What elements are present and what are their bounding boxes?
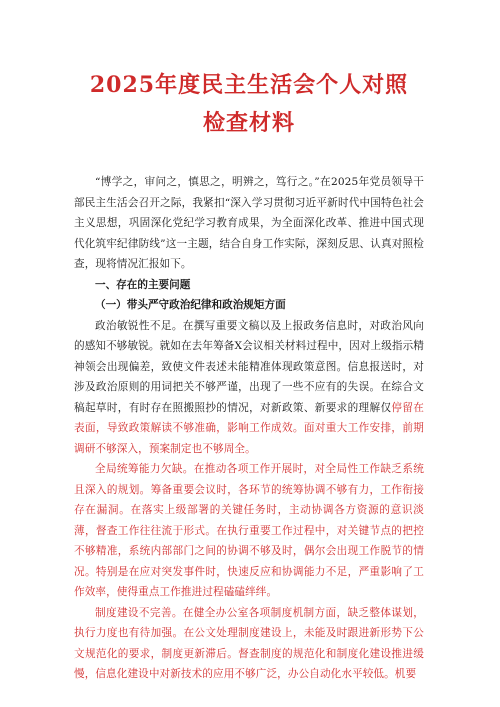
intro-paragraph: “博学之，审问之，慎思之，明辨之，笃行之。”在2025年党员领导干部民主生活会召开之际，我紧扣“深入学习贯彻习近平新时代中国特色社会主义思想，巩固深化党纪学习教育成果，为全面深化改革、推进中国式现代化筑牢纪律防线”这一主题，结合自身工作实际，深刻反思、认真对照检查，现将情况汇报如下。 bbox=[74, 176, 424, 270]
document-title-line1: 2025年度民主生活会个人对照 bbox=[89, 72, 409, 98]
paragraph-black-text: 政治敏锐性不足。在撰写重要文稿以及上报政务信息时，对政治风向的感知不够敏锐。就如在去年筹备X会议相关材料过程中，因对上级指示精神领会出现偏差，致使文件表述未能精准体现政策意图。信息报送时，对涉及政治原则的用词把关不够严谨，出现了一些不应有的失误。在综合文稿起草时，有时存在照搬照抄的情况，对新政策、新要求的理解仅 bbox=[74, 319, 424, 414]
subsection-heading: （一）带头严守政治纪律和政治规矩方面 bbox=[95, 299, 286, 311]
document-title-line2: 检查材料 bbox=[202, 110, 295, 136]
paragraph-overall-coordination: 全局统筹能力欠缺。在推动各项工作开展时，对全局性工作缺乏系统且深入的规划。筹备重要会议时，各环节的统筹协调不够有力，工作衔接存在漏洞。在落实上级部署的关键任务时，主动协调各方资源的意识淡薄，督查工作往往流于形式。在执行重要工作过程中，对关键节点的把控不够精准，系统内部部门之间的协调不够及时，偶尔会出现工作脱节的情况。特别是在应对突发事件时，快速反应和协调能力不足，严重影响了工作效率，使得重点工作推进过程磕磕绊绊。 bbox=[74, 463, 424, 598]
paragraph-system-building: 制度建设不完善。在健全办公室各项制度机制方面，缺乏整体谋划，执行力度也有待加强。在公文处理制度建设上，未能及时跟进新形势下公文规范化的要求，制度更新滞后。督查制度的规范化和制度化建设推进缓慢，信息化建设中对新技术的应用不够广泛，办公自动化水平较低。机要 bbox=[74, 606, 424, 680]
paragraph-red-text: 停留在表面，导致政策解读不够准确，影响工作成效。面对重大工作安排，前期调研不够深入，预案制定也不够周全。 bbox=[74, 401, 424, 455]
section-heading: 一、存在的主要问题 bbox=[95, 278, 191, 291]
paragraph-political-sensitivity bbox=[74, 316, 424, 460]
